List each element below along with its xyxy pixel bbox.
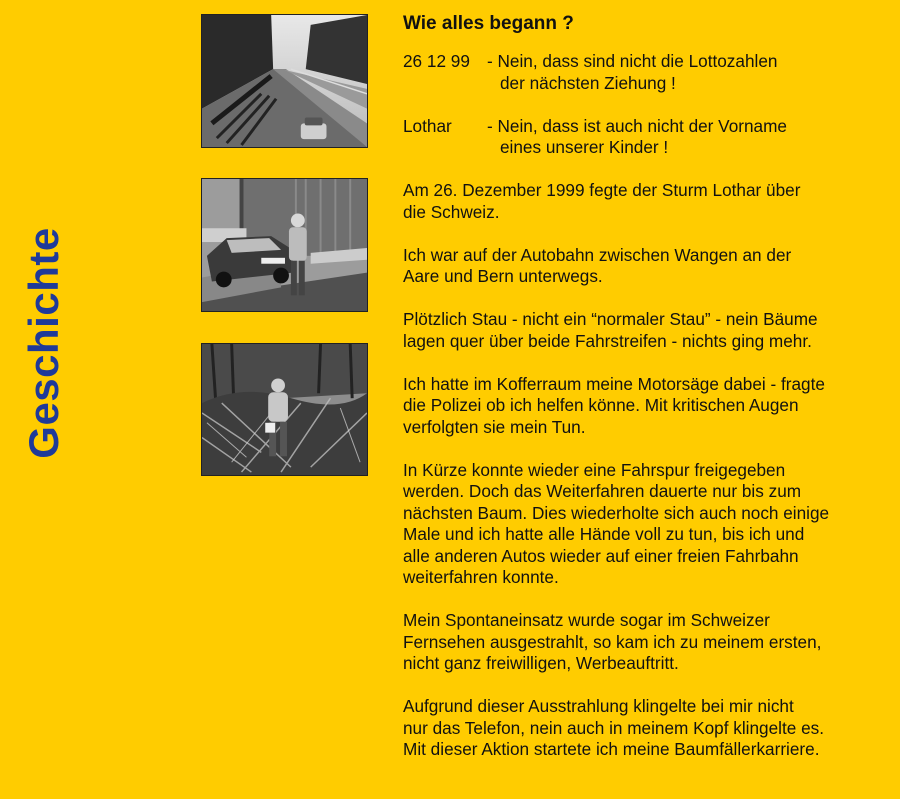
paragraph [403, 180, 893, 223]
story-text [403, 12, 893, 782]
paragraph [403, 460, 893, 589]
definition-line: eines unserer Kinder ! [500, 137, 669, 157]
paragraph-line: Male und ich hatte alle Hände voll zu tun, bis ich und [403, 524, 805, 544]
photo-motorway-fallen-trees [201, 14, 368, 148]
sidebar-title [14, 218, 74, 468]
definition-lothar [403, 116, 893, 159]
sidebar-title-text: Geschichte [20, 227, 67, 459]
page-heading: Wie alles begann ? [403, 13, 574, 34]
paragraph-line: lagen quer über beide Fahrstreifen - nichts ging mehr. [403, 330, 812, 351]
paragraph-line: Mit dieser Aktion startete ich meine Baumfällerkarriere. [403, 739, 820, 759]
paragraph-line: die Polizei ob ich helfen könne. Mit kritischen Augen [403, 395, 799, 415]
definition-term: Lothar [403, 115, 452, 136]
photo-man-with-car [201, 178, 368, 312]
definition-text [487, 51, 893, 94]
paragraph-line: nicht ganz freiwilligen, Werbeauftritt. [403, 653, 679, 673]
paragraph-line: weiterfahren konnte. [403, 567, 559, 587]
paragraph-line: nur das Telefon, nein auch in meinem Kopf klingelte es. [403, 717, 825, 738]
paragraph-line: Am 26. Dezember 1999 fegte der Sturm Lothar über [403, 180, 801, 200]
paragraph-line: Plötzlich Stau - nicht ein “normaler Stau” - nein Bäume [403, 309, 818, 329]
paragraph-line: Fernsehen ausgestrahlt, so kam ich zu meinem ersten, [403, 631, 822, 652]
paragraph [403, 374, 893, 439]
paragraph [403, 696, 893, 761]
paragraph-line: Aufgrund dieser Ausstrahlung klingelte bei mir nicht [403, 696, 794, 716]
paragraph-line: nächsten Baum. Dies wiederholte sich auch noch einige [403, 502, 830, 523]
photo-man-in-fallen-trees [201, 343, 368, 476]
paragraph-line: alle anderen Autos wieder auf einer freien Fahrbahn [403, 545, 799, 566]
paragraph-line: Aare und Bern unterwegs. [403, 266, 603, 286]
paragraph-line: Ich war auf der Autobahn zwischen Wangen an der [403, 244, 792, 265]
paragraph-line: Ich hatte im Kofferraum meine Motorsäge dabei - fragte [403, 373, 825, 394]
paragraph [403, 309, 893, 352]
definition-line: - Nein, dass sind nicht die Lottozahlen [487, 51, 778, 71]
paragraph-line: die Schweiz. [403, 201, 500, 222]
definition-line: - Nein, dass ist auch nicht der Vorname [487, 115, 787, 136]
definition-date [403, 51, 893, 94]
paragraph-line: verfolgten sie mein Tun. [403, 416, 586, 437]
definition-term: 26 12 99 [403, 51, 470, 71]
paragraph-line: Mein Spontaneinsatz wurde sogar im Schweizer [403, 610, 770, 630]
definition-line: der nächsten Ziehung ! [500, 72, 676, 93]
paragraph [403, 610, 893, 675]
definition-text [487, 116, 893, 159]
paragraph [403, 245, 893, 288]
paragraph-line: werden. Doch das Weiterfahren dauerte nur bis zum [403, 481, 802, 501]
paragraph-line: In Kürze konnte wieder eine Fahrspur freigegeben [403, 459, 786, 480]
